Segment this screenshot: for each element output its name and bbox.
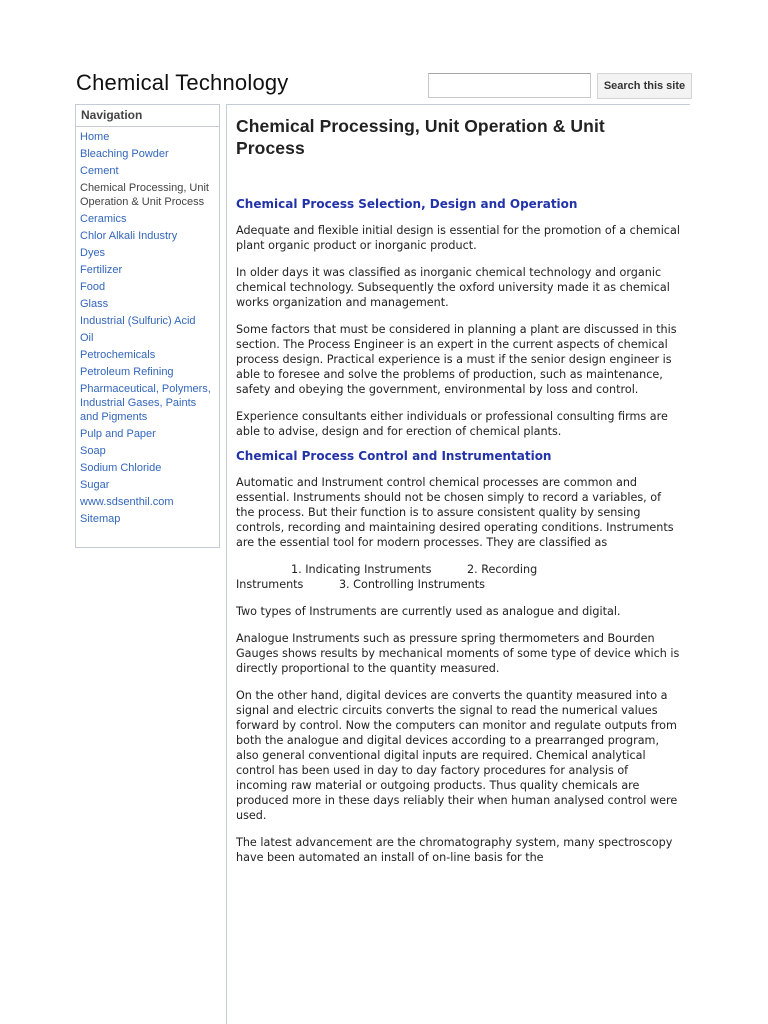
site-title[interactable]: Chemical Technology bbox=[76, 70, 289, 95]
sidebar-item-glass[interactable] bbox=[80, 296, 215, 313]
sidebar-item-label[interactable]: Dyes bbox=[80, 247, 106, 259]
navigation-list bbox=[76, 127, 219, 528]
sidebar-item-label[interactable]: Home bbox=[80, 131, 110, 143]
sidebar-item-label[interactable]: Petrochemicals bbox=[80, 349, 156, 361]
instrument-list-line: Instruments 3. Controlling Instruments bbox=[236, 578, 485, 591]
sidebar-item-pharmaceutical[interactable] bbox=[80, 381, 215, 426]
sidebar-item-ceramics[interactable] bbox=[80, 211, 215, 228]
sidebar-item-label[interactable]: Chlor Alkali Industry bbox=[80, 230, 178, 242]
section-heading: Chemical Process Control and Instrumentation bbox=[236, 449, 552, 463]
sidebar-item-label[interactable]: Cement bbox=[80, 165, 119, 177]
sidebar-item-petrochemicals[interactable] bbox=[80, 347, 215, 364]
sidebar-item-label[interactable]: Pulp and Paper bbox=[80, 428, 156, 440]
sidebar-item-label[interactable]: Fertilizer bbox=[80, 264, 123, 276]
sidebar-item-oil[interactable] bbox=[80, 330, 215, 347]
sidebar-item-chlor-alkali[interactable] bbox=[80, 228, 215, 245]
paragraph: Analogue Instruments such as pressure spring thermometers and Bourden Gauges shows results by mechanical moments of some type of device which is directly proportional to the quantity measured. bbox=[236, 632, 680, 675]
sidebar-item-sugar[interactable] bbox=[80, 477, 215, 494]
section-heading: Chemical Process Selection, Design and Operation bbox=[236, 197, 578, 211]
sidebar-item-petroleum-refining[interactable] bbox=[80, 364, 215, 381]
sidebar-item-sdsenthil[interactable] bbox=[80, 494, 215, 511]
paragraph: Two types of Instruments are currently used as analogue and digital. bbox=[236, 605, 621, 618]
search-button[interactable]: Search this site bbox=[597, 73, 692, 99]
navigation-title: Navigation bbox=[76, 105, 219, 127]
sidebar-item-label[interactable]: Petroleum Refining bbox=[80, 366, 174, 378]
sidebar-item-label[interactable]: Sugar bbox=[80, 479, 110, 491]
navigation-sidebar bbox=[75, 104, 220, 548]
sidebar-item-sulfuric-acid[interactable] bbox=[80, 313, 215, 330]
sidebar-item-sodium-chloride[interactable] bbox=[80, 460, 215, 477]
sidebar-item-label[interactable]: Industrial (Sulfuric) Acid bbox=[80, 315, 196, 327]
sidebar-item-label[interactable]: www.sdsenthil.com bbox=[80, 496, 174, 508]
sidebar-item-label[interactable]: Oil bbox=[80, 332, 94, 344]
sidebar-item-label[interactable]: Glass bbox=[80, 298, 109, 310]
sidebar-item-soap[interactable] bbox=[80, 443, 215, 460]
sidebar-item-label[interactable]: Sitemap bbox=[80, 513, 121, 525]
main-content bbox=[226, 104, 690, 1024]
page-title: Chemical Processing, Unit Operation & Unit Process bbox=[236, 116, 605, 158]
sidebar-item-pulp-paper[interactable] bbox=[80, 426, 215, 443]
sidebar-item-sitemap[interactable] bbox=[80, 511, 215, 528]
paragraph: Adequate and flexible initial design is essential for the promotion of a chemical plant organic product or inorganic product. bbox=[236, 224, 680, 252]
paragraph: Some factors that must be considered in planning a plant are discussed in this section. The Process Engineer is an expert in the current aspects of chemical process design. Practical experience is a must if the senior design engineer is able to foresee and solve the problems of production, such as maintenance, safety and obeying the government, environmental by loss and control. bbox=[236, 323, 677, 396]
paragraph: On the other hand, digital devices are converts the quantity measured into a signal and electric circuits converts the signal to read the numerical values forward by control. Now the computers can monitor and regulate outputs from both the analogue and digital devices according to a prearranged program, also general conventional digital inputs are required. Chemical analytical control has been used in day to day factory procedures for analysis of incoming raw material or outgoing products. Thus quality chemicals are produced more in these days reliably their when human analysed control were used. bbox=[236, 689, 678, 822]
paragraph: Experience consultants either individuals or professional consulting firms are able to advise, design and for erection of chemical plants. bbox=[236, 410, 668, 438]
sidebar-item-label-current: Chemical Processing, Unit Operation & Unit Process bbox=[80, 182, 209, 208]
search-input[interactable] bbox=[428, 73, 591, 98]
sidebar-item-label[interactable]: Ceramics bbox=[80, 213, 127, 225]
paragraph: Automatic and Instrument control chemical processes are common and essential. Instruments should not be chosen simply to record a variables, of the process. But their function is to assure consistent quality by sensing controls, recording and maintaining desired operating conditions. Instruments are the essential tool for modern processes. They are classified as bbox=[236, 476, 674, 549]
sidebar-item-dyes[interactable] bbox=[80, 245, 215, 262]
sidebar-item-bleaching-powder[interactable] bbox=[80, 146, 215, 163]
instrument-list-line: 1. Indicating Instruments 2. Recording bbox=[291, 563, 538, 576]
sidebar-item-label[interactable]: Soap bbox=[80, 445, 106, 457]
paragraph: The latest advancement are the chromatography system, many spectroscopy have been automated an install of on-line basis for the bbox=[236, 836, 673, 864]
sidebar-item-label[interactable]: Pharmaceutical, Polymers, Industrial Gases, Paints and Pigments bbox=[80, 383, 211, 423]
sidebar-item-fertilizer[interactable] bbox=[80, 262, 215, 279]
sidebar-item-label[interactable]: Sodium Chloride bbox=[80, 462, 162, 474]
sidebar-item-food[interactable] bbox=[80, 279, 215, 296]
sidebar-item-chemical-processing bbox=[80, 180, 215, 211]
sidebar-item-label[interactable]: Bleaching Powder bbox=[80, 148, 169, 160]
sidebar-item-cement[interactable] bbox=[80, 163, 215, 180]
sidebar-item-label[interactable]: Food bbox=[80, 281, 106, 293]
sidebar-item-home[interactable] bbox=[80, 129, 215, 146]
paragraph: In older days it was classified as inorganic chemical technology and organic chemical technology. Subsequently the oxford university made it as chemical works organization and management. bbox=[236, 266, 670, 309]
